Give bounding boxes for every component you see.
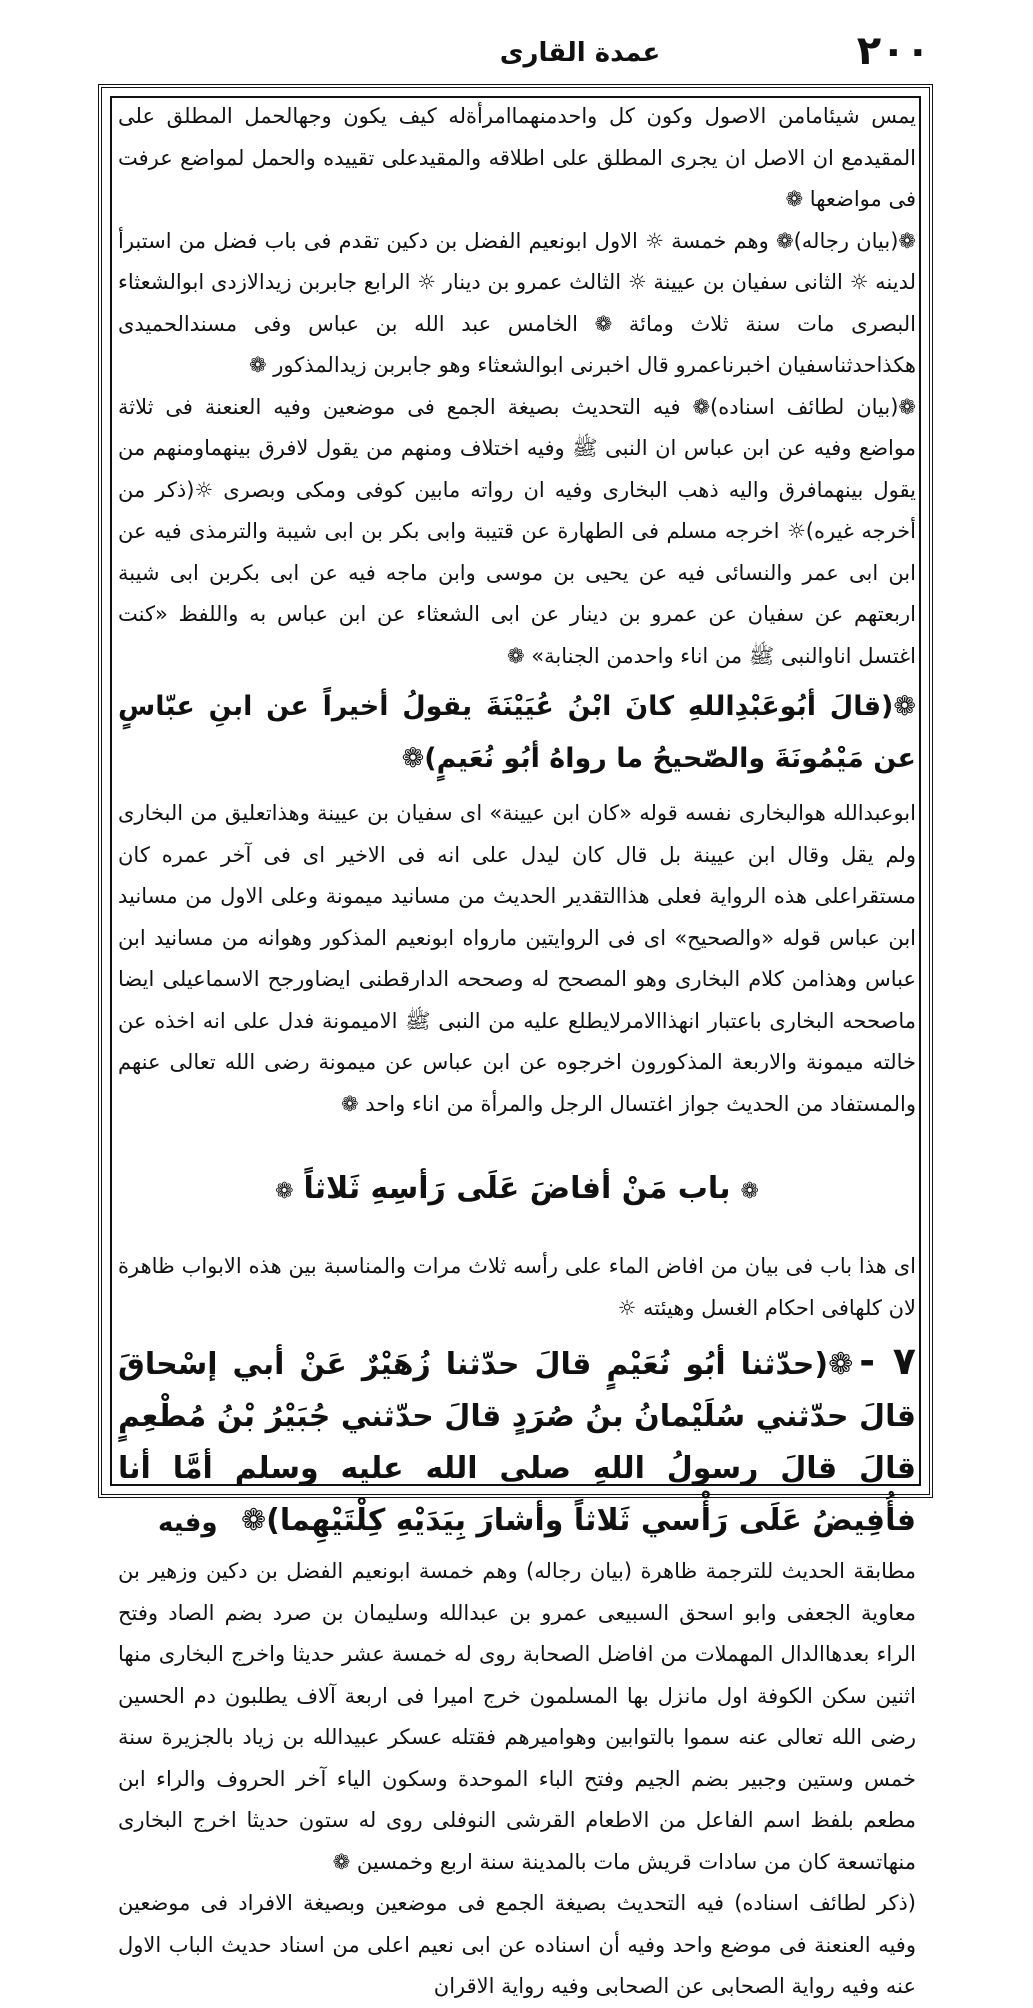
page-header [100,28,930,88]
chapter-title: باب مَنْ أفاضَ عَلَى رَأسِهِ ثَلاثاً [303,1171,731,1206]
paragraph-7: (ذكر لطائف اسناده) فيه التحديث بصيغة الجمع فى موضعين وبصيغة الافراد فى موضعين وفيه العنعنة فى موضع واحد وفيه أن اسناده عن ابى نعيم اعلى من اسناد حديث الباب الاول عنه وفيه رواية الصحابى عن الصحابى وفيه رواية الاقران [118,1891,916,1998]
paragraph-3: ❁(بيان لطائف اسناده)❁ فيه التحديث بصيغة الجمع فى موضعين وفيه العنعنة فى ثلاثة مواضع وفيه عن ابن عباس ان النبى ﷺ وفيه اختلاف ومنهم من يقول لافرق بينهماومنهم من يقول بينهمافرق واليه ذهب البخارى وفيه ان رواته مابين كوفى ومكى وبصرى ☼(ذكر من أخرجه غيره)☼ اخرجه مسلم فى الطهارة عن قتيبة وابى بكر بن ابى شيبة والترمذى فيه عن ابن ابى عمر والنسائى فيه عن يحيى بن موسى وابن ماجه فيه عن ابى بكربن ابى شيبة اربعتهم عن سفيان عن عمرو بن دينار عن ابى الشعثاء عن ابن عباس به واللفظ «كنت اغتسل اناوالنبى ﷺ من اناء واحدمن الجنابة» ❁ [118,394,916,668]
hadith-text [118,1335,916,1547]
paragraph-5: اى هذا باب فى بيان من افاض الماء على رأسه ثلاث مرات والمناسبة بين هذه الابواب ظاهرة لان كلهافى احكام الغسل وهيئته ☼ [118,1254,916,1320]
paragraph-1: يمس شيئامامن الاصول وكون كل واحدمنهماامرأةله كيف يكون وجهالحمل المطلق على المقيدمع ان الاصل ان يجرى المطلق على اطلاقه والمقيدعلى تقييده والحمل لمواضع عرفت فى مواضعها ❁ [118,104,916,211]
hadith-number: ٧ - [859,1339,916,1383]
quotation: ❁(قالَ أبُوعَبْدِاللهِ كانَ ابْنُ عُيَيْنَةَ يقولُ أخيراً عن ابنِ عبّاسٍ عن مَيْمُونَةَ والصّحيحُ ما رواهُ أبُو نُعَيمٍ)❁ [118,691,916,774]
paragraph-2: ❁(بيان رجاله)❁ وهم خمسة ☼ الاول ابونعيم الفضل بن دكين تقدم فى باب فضل من استبرأ لدينه ☼ الثانى سفيان بن عيينة ☼ الثالث عمرو بن دينار ☼ الرابع جابربن زيدالازدى ابوالشعثاء البصرى مات سنة ثلاث ومائة ❁ الخامس عبد الله بن عباس وفى مسندالحميدى هكذاحدثناسفيان اخبرناعمرو قال اخبرنى ابوالشعثاء وهو جابربن زيدالمذكور ❁ [118,228,916,377]
page-number: ۲۰۰ [856,28,930,74]
main-text [118,96,916,1998]
chapter-heading [118,1165,916,1216]
ornament-icon: ❁ [740,1179,759,1204]
paragraph-4: ابوعبدالله هوالبخارى نفسه قوله «كان ابن عيينة» اى سفيان بن عيينة وهذاتعليق من البخارى ولم يقل وقال ابن عيينة بل قال كان ليدل على انه فى الاخير اى فى آخر عمره كان مستقراعلى هذه الرواية فعلى هذاالتقدير الحديث من مسانيد ميمونة وعلى الاول من مسانيد ابن عباس قوله «والصحيح» اى فى الروايتين مارواه ابونعيم المذكور وهوانه من مسانيد ابن عباس وهذامن كلام البخارى وهو المصحح له وصححه الدارقطنى ايضاورجح الاسماعيلى ايضا ماصححه البخارى باعتبار انهذاالامرلايطلع عليه من النبى ﷺ الاميمونة فدل على انه اخذه عن خالته ميمونة والاربعة المذكورون اخرجوه عن ابن عباس عن ميمونة رضى الله تعالى عنهم والمستفاد من الحديث جواز اغتسال الرجل والمرأة من اناء واحد ❁ [118,801,916,1116]
catchword: وفيه [158,1508,218,1538]
running-title: عمدة القارى [499,38,661,68]
hadith-body: ❁(حدّثنا أبُو نُعَيْمٍ قالَ حدّثنا زُهَيْرٌ عَنْ أبي إسْحاقَ قالَ حدّثني سُلَيْمانُ بنُ صُرَدٍ قالَ حدّثني جُبَيْرُ بْنُ مُطْعِمٍ قالَ قالَ رسولُ اللهِ صلى الله عليه وسلم أمَّا أنا فأُفِيضُ عَلَى رَأْسي ثَلاثاً وأشارَ بِيَدَيْهِ كِلْتَيْهِما)❁ [118,1347,916,1538]
ornament-icon: ❁ [275,1179,294,1204]
paragraph-6: مطابقة الحديث للترجمة ظاهرة (بيان رجاله) وهم خمسة ابونعيم الفضل بن دكين وزهير بن معاوية الجعفى وابو اسحق السبيعى عمرو بن عبدالله وسليمان بن صرد بضم الصاد وفتح الراء بعدهاالدال المهملات من افاضل الصحابة روى له خمسة عشر حديثا واخرج البخارى منها اثنين سكن الكوفة اول مانزل بها المسلمون خرج اميرا فى اربعة آلاف يطلبون دم الحسين رضى الله تعالى عنه سموا بالتوابين وهواميرهم فقتله عسكر عبيدالله بن زياد بالجزيرة سنة خمس وستين وجبير بضم الجيم وفتح الباء الموحدة وسكون الياء آخر الحروف والراء ابن مطعم بلفظ اسم الفاعل من الاطعام القرشى النوفلى روى له ستون حديثا اخرج البخارى منهاتسعة كان من سادات قريش مات بالمدينة سنة اربع وخمسين ❁ [118,1559,916,1874]
